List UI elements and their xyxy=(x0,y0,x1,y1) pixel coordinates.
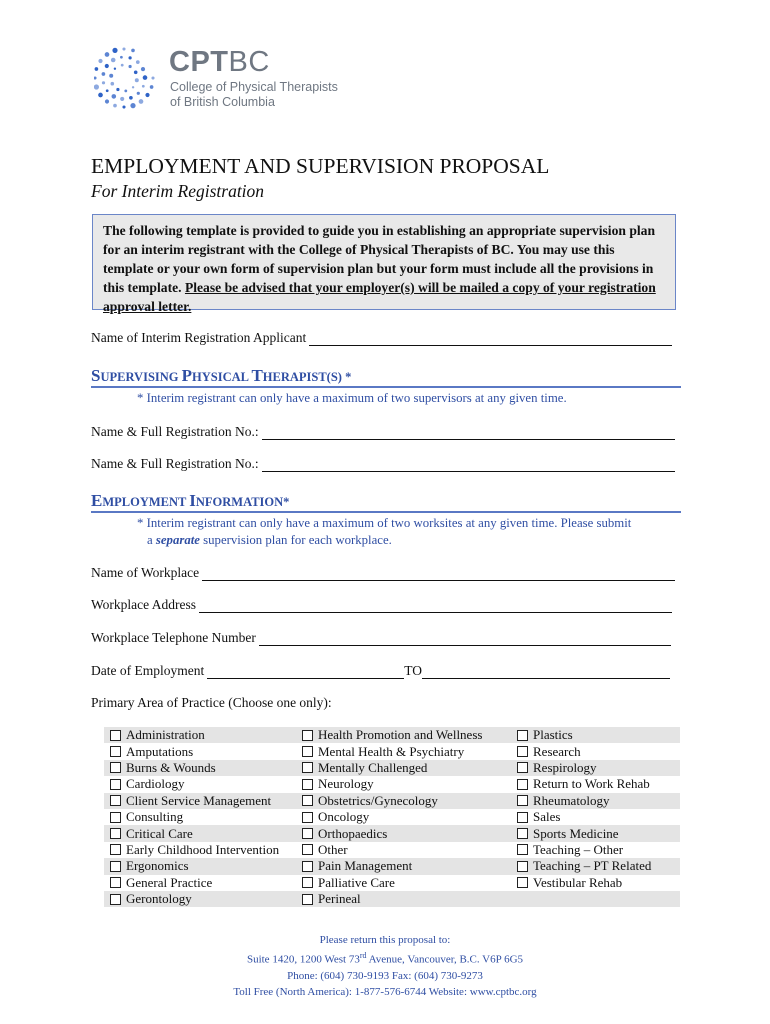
practice-option-label: Critical Care xyxy=(126,825,193,841)
practice-checkbox[interactable] xyxy=(110,746,121,757)
supervising-rule xyxy=(91,386,681,388)
practice-row xyxy=(104,743,680,759)
date-from-input-line[interactable] xyxy=(207,666,404,679)
practice-checkbox[interactable] xyxy=(110,894,121,905)
practice-option xyxy=(517,760,597,776)
practice-label: Primary Area of Practice (Choose one only): xyxy=(91,695,332,710)
practice-option-label: Sports Medicine xyxy=(533,825,619,841)
employment-heading: EMPLOYMENT INFORMATION* xyxy=(91,491,290,510)
practice-option xyxy=(110,776,185,792)
practice-checkbox[interactable] xyxy=(302,779,313,790)
practice-option-label: Ergonomics xyxy=(126,858,189,874)
practice-option xyxy=(517,875,622,891)
page-subtitle: For Interim Registration xyxy=(91,181,265,201)
practice-option-label: Administration xyxy=(126,727,205,743)
practice-option xyxy=(517,825,619,841)
practice-option-label: Pain Management xyxy=(318,858,413,874)
practice-row xyxy=(104,760,680,776)
practice-checkbox[interactable] xyxy=(302,844,313,855)
practice-option xyxy=(110,727,205,743)
practice-option xyxy=(517,793,610,809)
practice-option-label: Return to Work Rehab xyxy=(533,776,650,792)
practice-option-label: Oncology xyxy=(318,809,370,825)
practice-checkbox[interactable] xyxy=(517,730,528,741)
practice-checkbox[interactable] xyxy=(517,762,528,773)
practice-option-label: Teaching – PT Related xyxy=(533,858,652,874)
practice-checkbox[interactable] xyxy=(302,746,313,757)
footer-line-3: Phone: (604) 730-9193 Fax: (604) 730-9273 xyxy=(287,969,483,982)
practice-option-label: Burns & Wounds xyxy=(126,759,216,775)
date-label: Date of Employment xyxy=(91,663,205,678)
practice-checkbox[interactable] xyxy=(110,844,121,855)
practice-checkbox[interactable] xyxy=(517,779,528,790)
practice-option xyxy=(517,842,623,858)
practice-option-label: Amputations xyxy=(126,743,194,759)
practice-option-label: Client Service Management xyxy=(126,792,272,808)
address-label: Workplace Address xyxy=(91,597,197,612)
notice-box xyxy=(92,214,676,314)
practice-option xyxy=(110,760,216,776)
applicant-field xyxy=(91,330,672,346)
phone-label: Workplace Telephone Number xyxy=(91,630,256,645)
practice-row xyxy=(104,793,680,809)
practice-checkbox[interactable] xyxy=(110,730,121,741)
practice-option xyxy=(302,875,395,891)
practice-checkbox[interactable] xyxy=(302,861,313,872)
practice-option xyxy=(302,809,369,825)
practice-checkbox[interactable] xyxy=(110,877,121,888)
practice-option-label: Orthopaedics xyxy=(318,825,388,841)
practice-option xyxy=(302,760,427,776)
practice-option-label: Health Promotion and Wellness xyxy=(318,727,483,743)
phone-field xyxy=(91,630,671,646)
practice-option xyxy=(517,809,560,825)
practice-checkbox[interactable] xyxy=(517,795,528,806)
practice-option-label: Other xyxy=(318,841,348,857)
practice-option-label: Mentally Challenged xyxy=(318,759,428,775)
cptbc-logo xyxy=(94,44,414,114)
applicant-label: Name of Interim Registration Applicant xyxy=(91,330,307,345)
practice-option xyxy=(110,809,183,825)
supervisor-label-2: Name & Full Registration No.: xyxy=(91,456,259,471)
employment-note-line-2: a separate supervision plan for each workplace. xyxy=(147,533,392,547)
footer xyxy=(0,932,770,1000)
practice-option xyxy=(302,891,361,907)
applicant-input-line[interactable] xyxy=(309,333,672,346)
practice-checkbox-grid xyxy=(104,727,680,907)
practice-option-label: Palliative Care xyxy=(318,874,395,890)
practice-option-label: Respirology xyxy=(533,759,597,775)
practice-option-label: Gerontology xyxy=(126,891,192,907)
practice-option xyxy=(302,858,412,874)
practice-checkbox[interactable] xyxy=(110,762,121,773)
practice-option-label: Mental Health & Psychiatry xyxy=(318,743,465,759)
supervisor-label-1: Name & Full Registration No.: xyxy=(91,424,259,439)
footer-line-4: Toll Free (North America): 1-877-576-6744 Website: www.cptbc.org xyxy=(233,985,537,998)
supervising-note: * Interim registrant can only have a maximum of two supervisors at any given time. xyxy=(137,391,567,405)
workplace-label: Name of Workplace xyxy=(91,565,200,580)
practice-option-label: Perineal xyxy=(318,891,361,907)
practice-option-label: Vestibular Rehab xyxy=(533,874,623,890)
practice-checkbox[interactable] xyxy=(110,795,121,806)
practice-option-label: Early Childhood Intervention xyxy=(126,841,280,857)
practice-row xyxy=(104,842,680,858)
practice-checkbox[interactable] xyxy=(517,844,528,855)
date-field xyxy=(91,663,670,679)
footer-line-2: Suite 1420, 1200 West 73rd Avenue, Vancouver, B.C. V6P 6G5 xyxy=(246,951,524,966)
practice-row xyxy=(104,727,680,743)
practice-checkbox[interactable] xyxy=(517,812,528,823)
employment-rule xyxy=(91,511,681,513)
practice-checkbox[interactable] xyxy=(302,812,313,823)
practice-row xyxy=(104,825,680,841)
supervisor-field-1 xyxy=(91,424,675,440)
practice-checkbox[interactable] xyxy=(110,828,121,839)
supervisor-field-2 xyxy=(91,456,675,472)
practice-option-label: Teaching – Other xyxy=(533,841,624,857)
practice-option xyxy=(302,727,482,743)
logo-abbreviation: CPTBC xyxy=(169,46,270,78)
practice-checkbox[interactable] xyxy=(110,779,121,790)
employment-note-line-1: * Interim registrant can only have a maximum of two worksites at any given time. Please submit xyxy=(137,516,632,530)
practice-option-label: Cardiology xyxy=(126,776,185,792)
logo-line-2: of British Columbia xyxy=(170,95,275,109)
supervising-heading: SUPERVISING PHYSICAL THERAPIST(S) * xyxy=(91,366,352,385)
practice-option-label: Rheumatology xyxy=(533,792,610,808)
logo-line-1: College of Physical Therapists xyxy=(170,80,338,94)
practice-option xyxy=(110,858,189,874)
practice-option xyxy=(517,858,651,874)
practice-checkbox[interactable] xyxy=(302,828,313,839)
supervisor-input-line-2[interactable] xyxy=(262,459,675,472)
practice-option xyxy=(517,727,573,743)
workplace-input-line[interactable] xyxy=(202,568,675,581)
practice-row xyxy=(104,776,680,792)
supervisor-input-line-1[interactable] xyxy=(262,427,675,440)
practice-option xyxy=(110,743,193,759)
address-field xyxy=(91,597,672,613)
practice-checkbox[interactable] xyxy=(302,762,313,773)
notice-underlined-text: Please be advised that your employer(s) will be mailed a copy of your registration approval letter. xyxy=(103,280,656,314)
practice-option-label: Plastics xyxy=(533,727,573,743)
practice-checkbox[interactable] xyxy=(302,730,313,741)
practice-option xyxy=(517,743,581,759)
practice-option xyxy=(517,776,650,792)
practice-option-label: Consulting xyxy=(126,809,184,825)
practice-checkbox[interactable] xyxy=(110,812,121,823)
date-to-input-line[interactable] xyxy=(422,666,670,679)
practice-checkbox[interactable] xyxy=(517,861,528,872)
practice-option xyxy=(302,825,387,841)
practice-checkbox[interactable] xyxy=(517,828,528,839)
practice-option-label: General Practice xyxy=(126,874,213,890)
notice-text: The following template is provided to guide you in establishing an appropriate supervision plan for an interim registrant with the College of Physical Therapists of BC. You may use this template or your own form of supervision plan but your form must include all the provisions in this template. xyxy=(103,223,656,295)
practice-checkbox[interactable] xyxy=(517,746,528,757)
practice-row xyxy=(104,809,680,825)
practice-checkbox[interactable] xyxy=(302,877,313,888)
practice-row xyxy=(104,891,680,907)
logo-dots-icon xyxy=(94,44,164,114)
address-input-line[interactable] xyxy=(199,600,672,613)
practice-option-label: Research xyxy=(533,743,581,759)
practice-checkbox[interactable] xyxy=(302,795,313,806)
practice-checkbox[interactable] xyxy=(302,894,313,905)
practice-option-label: Sales xyxy=(533,809,561,825)
practice-option xyxy=(110,793,271,809)
date-to-label: TO xyxy=(404,663,422,678)
practice-checkbox[interactable] xyxy=(110,861,121,872)
footer-line-1: Please return this proposal to: xyxy=(319,934,451,946)
practice-option xyxy=(302,743,464,759)
practice-row xyxy=(104,858,680,874)
practice-option-label: Neurology xyxy=(318,776,374,792)
page-title: EMPLOYMENT AND SUPERVISION PROPOSAL xyxy=(91,154,550,178)
practice-option xyxy=(110,891,192,907)
phone-input-line[interactable] xyxy=(259,633,671,646)
practice-option xyxy=(302,842,348,858)
practice-row xyxy=(104,875,680,891)
practice-option xyxy=(302,776,374,792)
workplace-field xyxy=(91,565,675,581)
practice-option xyxy=(110,875,212,891)
practice-option-label: Obstetrics/Gynecology xyxy=(318,792,438,808)
practice-checkbox[interactable] xyxy=(517,877,528,888)
practice-option xyxy=(302,793,438,809)
practice-option xyxy=(110,825,193,841)
practice-option xyxy=(110,842,279,858)
